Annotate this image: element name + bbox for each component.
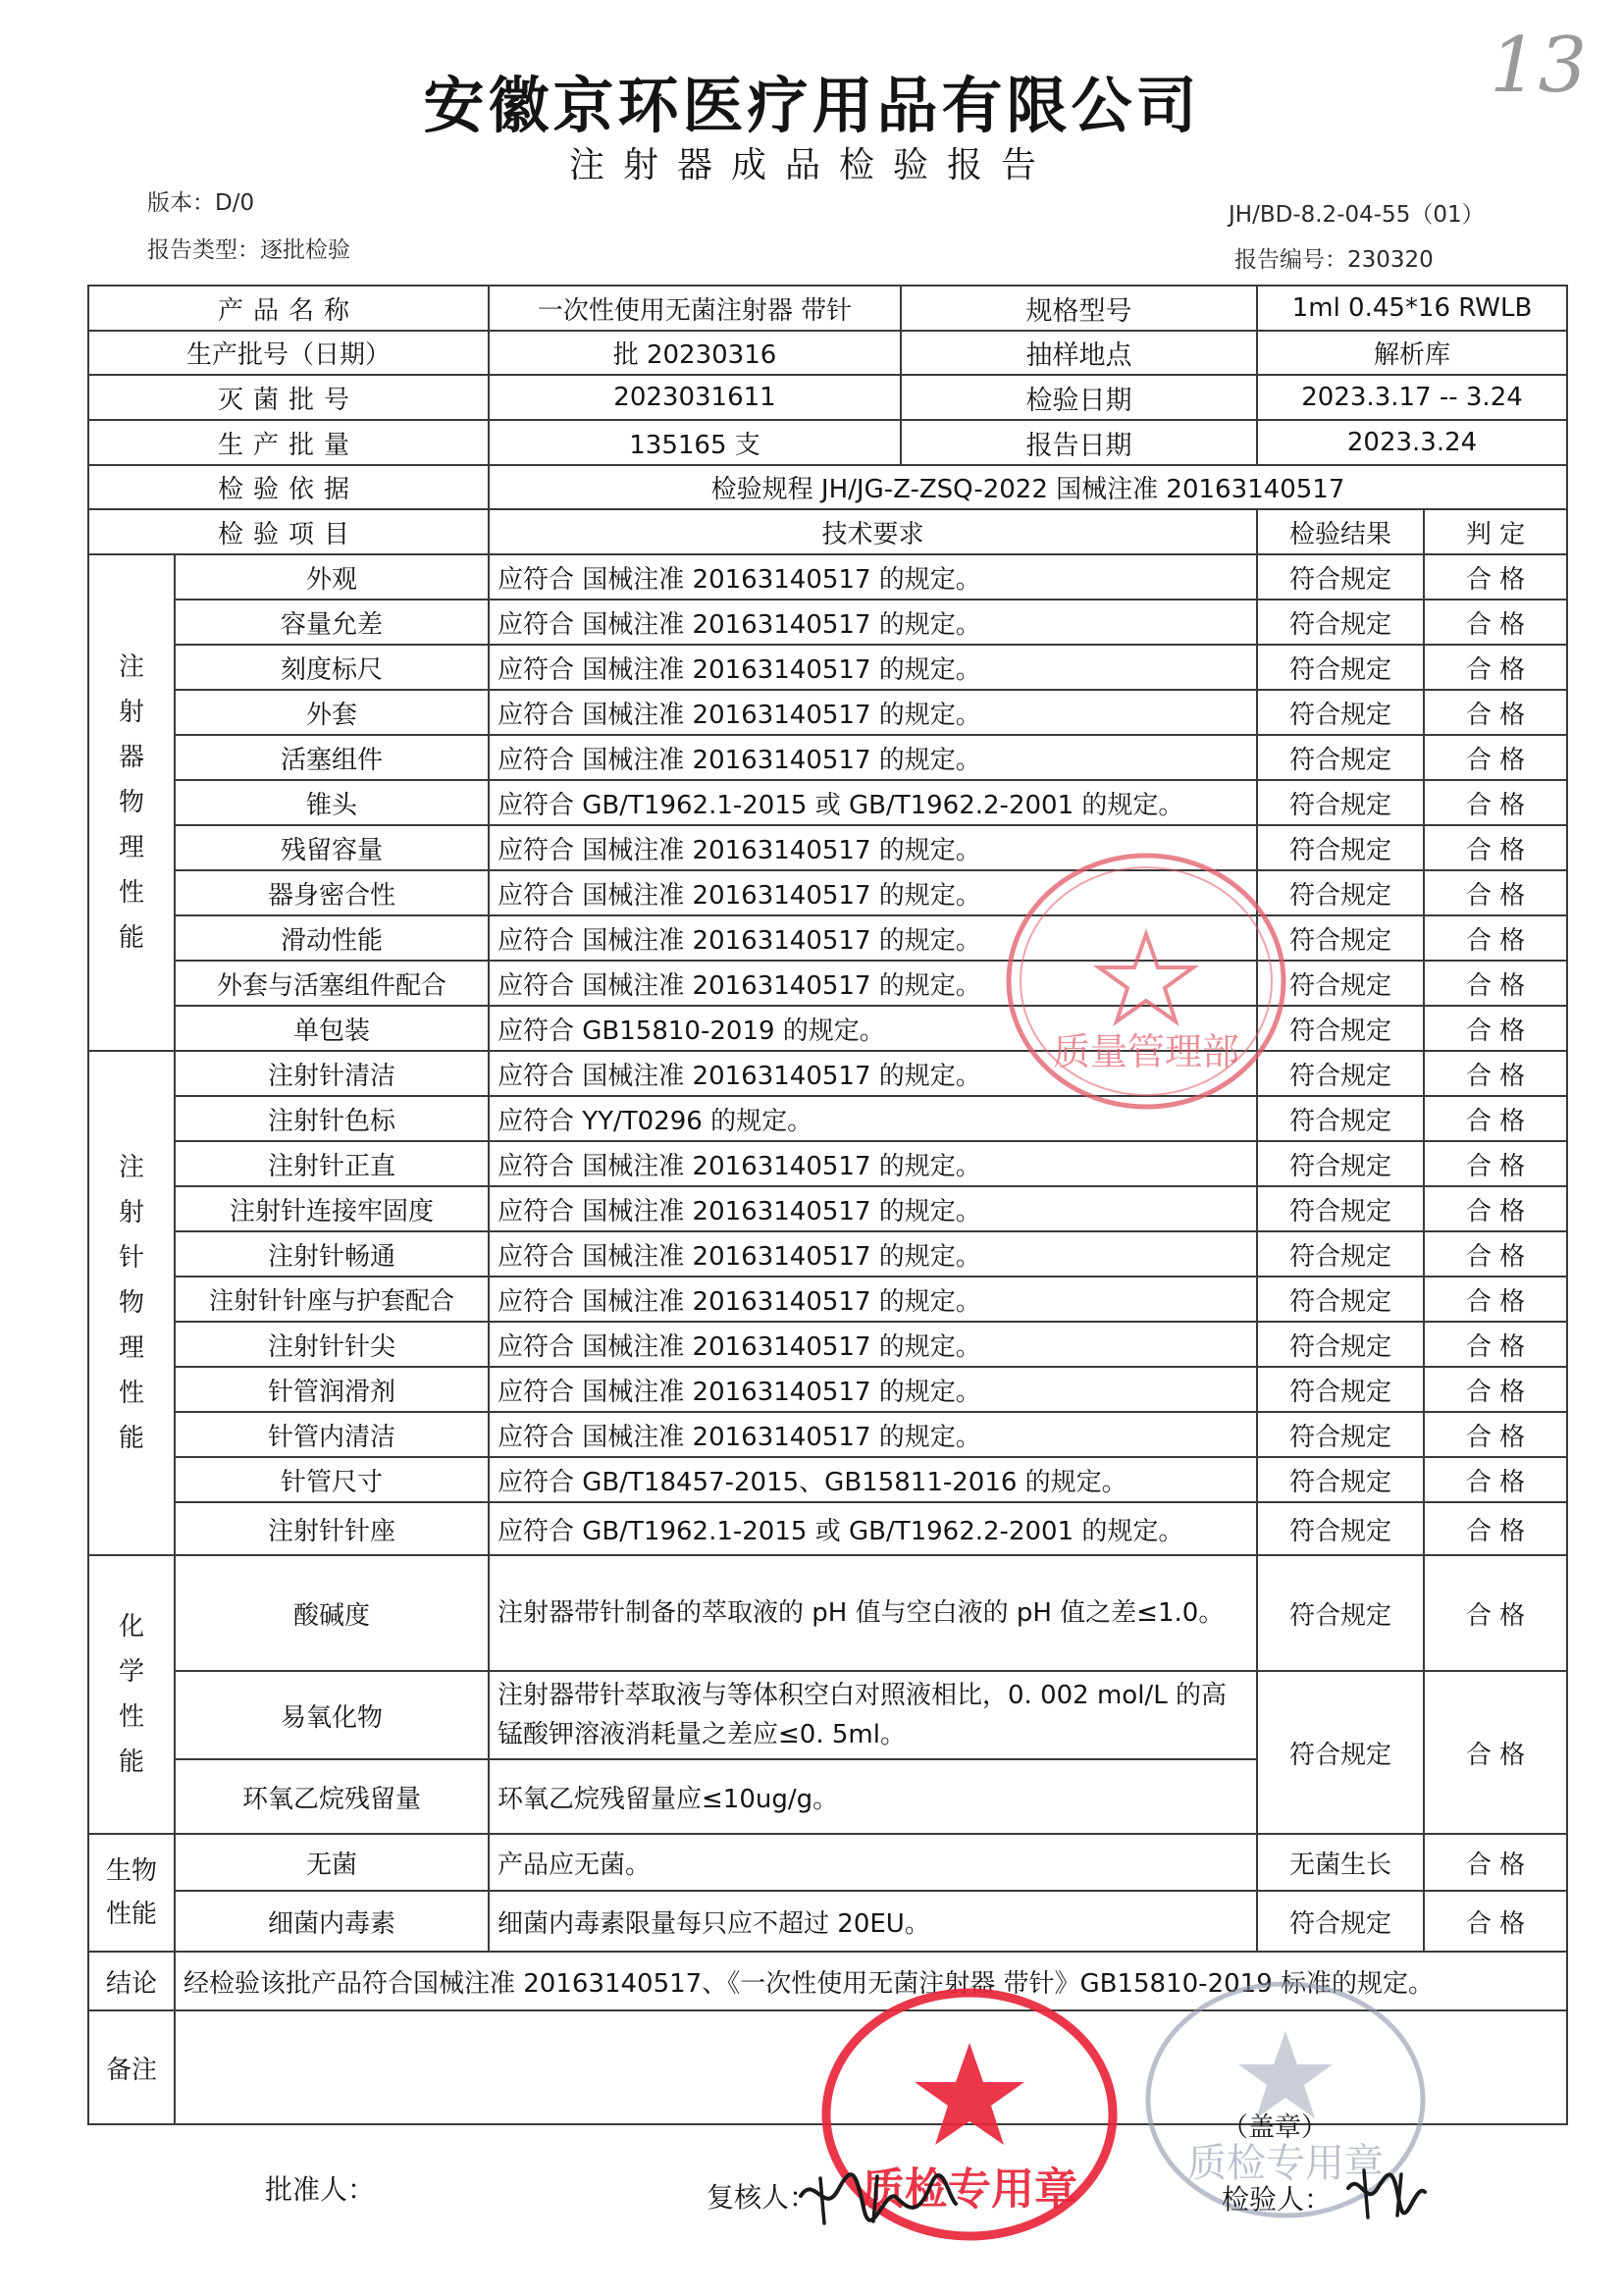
sampling-label: 抽样地点 <box>901 331 1257 375</box>
item-requirement: 应符合 国械注准 20163140517 的规定。 <box>489 1277 1257 1322</box>
item-verdict: 合 格 <box>1424 1186 1567 1231</box>
document-code: JH/BD-8.2-04-55（01） <box>1229 202 1485 228</box>
version-label: 版本：D/0 <box>147 190 255 216</box>
item-result: 符合规定 <box>1257 825 1424 870</box>
table-row <box>88 780 1567 825</box>
item-result: 符合规定 <box>1257 1555 1424 1671</box>
item-requirement: 应符合 国械注准 20163140517 的规定。 <box>489 690 1257 735</box>
spec-label: 规格型号 <box>901 286 1257 331</box>
item-result: 符合规定 <box>1257 1502 1424 1555</box>
table-row <box>88 1186 1567 1231</box>
item-name: 注射针连接牢固度 <box>175 1186 489 1231</box>
product-name-value: 一次性使用无菌注射器 带针 <box>489 286 901 331</box>
hospital-stamp-icon <box>999 844 1293 1119</box>
remarks-label: 备注 <box>88 2010 175 2124</box>
table-row <box>88 1457 1567 1502</box>
item-verdict: 合 格 <box>1424 1412 1567 1457</box>
info-row-sterilization <box>88 375 1567 420</box>
table-row <box>88 1277 1567 1322</box>
item-result: 符合规定 <box>1257 690 1424 735</box>
item-name: 外套 <box>175 690 489 735</box>
item-result: 符合规定 <box>1257 1671 1424 1834</box>
item-requirement: 应符合 国械注准 20163140517 的规定。 <box>489 870 1257 915</box>
conclusion-text: 经检验该批产品符合国械注准 20163140517、《一次性使用无菌注射器 带针》GB15810-2019 标准的规定。 <box>175 1952 1567 2010</box>
table-row <box>88 735 1567 780</box>
item-requirement: 产品应无菌。 <box>489 1834 1257 1891</box>
basis-value: 检验规程 JH/JG-Z-ZSQ-2022 国械注准 20163140517 <box>489 465 1567 509</box>
item-name: 外观 <box>175 554 489 600</box>
item-result: 符合规定 <box>1257 1186 1424 1231</box>
item-requirement: 应符合 国械注准 20163140517 的规定。 <box>489 645 1257 690</box>
table-row <box>88 1322 1567 1367</box>
item-requirement: 应符合 国械注准 20163140517 的规定。 <box>489 915 1257 961</box>
seal-note: （盖章） <box>1222 2112 1328 2143</box>
item-requirement: 应符合 国械注准 20163140517 的规定。 <box>489 1051 1257 1096</box>
spec-value: 1ml 0.45*16 RWLB <box>1257 286 1567 331</box>
item-verdict: 合 格 <box>1424 961 1567 1006</box>
item-name: 注射针针座 <box>175 1502 489 1555</box>
table-row <box>88 1412 1567 1457</box>
item-result: 符合规定 <box>1257 1412 1424 1457</box>
table-row <box>88 1834 1567 1891</box>
report-date-value: 2023.3.24 <box>1257 420 1567 465</box>
sampling-value: 解析库 <box>1257 331 1567 375</box>
item-name: 注射针正直 <box>175 1141 489 1186</box>
item-name: 锥头 <box>175 780 489 825</box>
item-name: 针管内清洁 <box>175 1412 489 1457</box>
item-requirement: 应符合 国械注准 20163140517 的规定。 <box>489 961 1257 1006</box>
item-requirement: 应符合 国械注准 20163140517 的规定。 <box>489 1141 1257 1186</box>
item-name: 外套与活塞组件配合 <box>175 961 489 1006</box>
table-row <box>88 961 1567 1006</box>
item-name: 残留容量 <box>175 825 489 870</box>
sterilization-label: 灭菌批号 <box>88 375 489 420</box>
item-result: 符合规定 <box>1257 645 1424 690</box>
reviewer-label: 复核人： <box>707 2181 817 2214</box>
svg-text:质检专用章: 质检专用章 <box>862 2165 1077 2215</box>
item-name: 注射针针座与护套配合 <box>175 1277 489 1322</box>
item-requirement: 应符合 国械注准 20163140517 的规定。 <box>489 554 1257 600</box>
item-result: 符合规定 <box>1257 780 1424 825</box>
table-row <box>88 645 1567 690</box>
item-verdict: 合 格 <box>1424 554 1567 600</box>
batch-label: 生产批号（日期） <box>88 331 489 375</box>
category-needle-physical: 注射针物理性能 <box>88 1051 175 1555</box>
item-requirement: 应符合 国械注准 20163140517 的规定。 <box>489 1186 1257 1231</box>
column-item: 检验项目 <box>88 509 489 554</box>
item-name: 活塞组件 <box>175 735 489 780</box>
table-row <box>88 1051 1567 1096</box>
table-row <box>88 825 1567 870</box>
info-row-batch <box>88 331 1567 375</box>
item-name: 注射针清洁 <box>175 1051 489 1096</box>
item-result: 符合规定 <box>1257 1322 1424 1367</box>
item-name: 注射针畅通 <box>175 1231 489 1277</box>
item-requirement: 环氧乙烷残留量应≤10ug/g。 <box>489 1759 1257 1834</box>
item-requirement: 应符合 国械注准 20163140517 的规定。 <box>489 1322 1257 1367</box>
table-row <box>88 1096 1567 1141</box>
conclusion-label: 结论 <box>88 1952 175 2010</box>
item-verdict: 合 格 <box>1424 690 1567 735</box>
inspector-label: 检验人： <box>1222 2183 1333 2216</box>
item-requirement: 应符合 GB/T1962.1-2015 或 GB/T1962.2-2001 的规定。 <box>489 1502 1257 1555</box>
table-row <box>88 554 1567 600</box>
item-verdict: 合 格 <box>1424 1322 1567 1367</box>
company-name: 安徽京环医疗用品有限公司 <box>423 70 1201 141</box>
table-row <box>88 1006 1567 1051</box>
report-date-label: 报告日期 <box>901 420 1257 465</box>
item-verdict: 合 格 <box>1424 1051 1567 1096</box>
report-type-label: 报告类型：逐批检验 <box>147 237 350 263</box>
product-name-label: 产品名称 <box>88 286 489 331</box>
inspector-signature-icon <box>1342 2159 1431 2227</box>
item-name: 容量允差 <box>175 600 489 645</box>
item-verdict: 合 格 <box>1424 1891 1567 1952</box>
batch-value: 批 20230316 <box>489 331 901 375</box>
category-biological: 生物性能 <box>88 1834 175 1952</box>
item-result: 符合规定 <box>1257 915 1424 961</box>
item-verdict: 合 格 <box>1424 1096 1567 1141</box>
item-name: 针管尺寸 <box>175 1457 489 1502</box>
item-requirement: 应符合 国械注准 20163140517 的规定。 <box>489 1412 1257 1457</box>
column-requirement: 技术要求 <box>489 509 1257 554</box>
report-title: 注射器成品检验报告 <box>568 145 1055 185</box>
item-result: 符合规定 <box>1257 961 1424 1006</box>
table-row <box>88 1671 1567 1759</box>
item-requirement: 应符合 GB15810-2019 的规定。 <box>489 1006 1257 1051</box>
table-row <box>88 1231 1567 1277</box>
table-row <box>88 690 1567 735</box>
item-requirement: 应符合 国械注准 20163140517 的规定。 <box>489 735 1257 780</box>
column-header-row <box>88 509 1567 554</box>
info-row-quantity <box>88 420 1567 465</box>
item-verdict: 合 格 <box>1424 1277 1567 1322</box>
item-verdict: 合 格 <box>1424 1231 1567 1277</box>
item-result: 无菌生长 <box>1257 1834 1424 1891</box>
item-name: 刻度标尺 <box>175 645 489 690</box>
item-verdict: 合 格 <box>1424 1141 1567 1186</box>
item-verdict: 合 格 <box>1424 825 1567 870</box>
item-name: 滑动性能 <box>175 915 489 961</box>
item-name: 单包装 <box>175 1006 489 1051</box>
item-requirement: 应符合 GB/T1962.1-2015 或 GB/T1962.2-2001 的规定。 <box>489 780 1257 825</box>
item-result: 符合规定 <box>1257 735 1424 780</box>
report-number: 报告编号：230320 <box>1234 247 1434 273</box>
inspection-report-table <box>87 285 1568 2125</box>
item-verdict: 合 格 <box>1424 645 1567 690</box>
info-row-product <box>88 286 1567 331</box>
table-row <box>88 1367 1567 1412</box>
item-verdict: 合 格 <box>1424 870 1567 915</box>
item-verdict: 合 格 <box>1424 780 1567 825</box>
reviewer-signature-icon <box>795 2157 962 2235</box>
category-syringe-physical: 注射器物理性能 <box>88 554 175 1051</box>
item-result: 符合规定 <box>1257 600 1424 645</box>
item-result: 符合规定 <box>1257 870 1424 915</box>
item-name: 易氧化物 <box>175 1671 489 1759</box>
item-requirement: 应符合 国械注准 20163140517 的规定。 <box>489 825 1257 870</box>
item-verdict: 合 格 <box>1424 915 1567 961</box>
item-result: 符合规定 <box>1257 1141 1424 1186</box>
item-requirement: 注射器带针萃取液与等体积空白对照液相比，0. 002 mol/L 的高锰酸钾溶液消耗量之差应≤0. 5ml。 <box>489 1671 1257 1759</box>
item-requirement: 应符合 GB/T18457-2015、GB15811-2016 的规定。 <box>489 1457 1257 1502</box>
svg-text:质量管理部: 质量管理部 <box>1052 1030 1240 1073</box>
item-name: 细菌内毒素 <box>175 1891 489 1952</box>
item-requirement: 应符合 国械注准 20163140517 的规定。 <box>489 600 1257 645</box>
item-name: 器身密合性 <box>175 870 489 915</box>
quantity-label: 生产批量 <box>88 420 489 465</box>
item-result: 符合规定 <box>1257 1231 1424 1277</box>
item-name: 针管润滑剂 <box>175 1367 489 1412</box>
item-result: 符合规定 <box>1257 1457 1424 1502</box>
item-verdict: 合 格 <box>1424 1834 1567 1891</box>
item-result: 符合规定 <box>1257 554 1424 600</box>
table-row <box>88 1555 1567 1671</box>
item-result: 符合规定 <box>1257 1006 1424 1051</box>
category-chemical: 化学性能 <box>88 1555 175 1834</box>
item-requirement: 应符合 YY/T0296 的规定。 <box>489 1096 1257 1141</box>
item-name: 注射针色标 <box>175 1096 489 1141</box>
item-result: 符合规定 <box>1257 1096 1424 1141</box>
table-row <box>88 600 1567 645</box>
item-verdict: 合 格 <box>1424 1006 1567 1051</box>
table-row <box>88 1891 1567 1952</box>
item-result: 符合规定 <box>1257 1367 1424 1412</box>
table-row <box>88 1502 1567 1555</box>
table-row <box>88 870 1567 915</box>
test-date-value: 2023.3.17 -- 3.24 <box>1257 375 1567 420</box>
item-verdict: 合 格 <box>1424 735 1567 780</box>
approver-label: 批准人： <box>265 2173 376 2206</box>
item-verdict: 合 格 <box>1424 1367 1567 1412</box>
item-requirement: 应符合 国械注准 20163140517 的规定。 <box>489 1367 1257 1412</box>
basis-label: 检验依据 <box>88 465 489 509</box>
test-date-label: 检验日期 <box>901 375 1257 420</box>
quantity-value: 135165 支 <box>489 420 901 465</box>
item-verdict: 合 格 <box>1424 1555 1567 1671</box>
item-result: 符合规定 <box>1257 1891 1424 1952</box>
item-name: 酸碱度 <box>175 1555 489 1671</box>
sterilization-value: 2023031611 <box>489 375 901 420</box>
item-verdict: 合 格 <box>1424 1457 1567 1502</box>
item-name: 环氧乙烷残留量 <box>175 1759 489 1834</box>
item-verdict: 合 格 <box>1424 600 1567 645</box>
page-number-mark: 13 <box>1490 22 1588 110</box>
item-requirement: 应符合 国械注准 20163140517 的规定。 <box>489 1231 1257 1277</box>
item-name: 无菌 <box>175 1834 489 1891</box>
column-verdict: 判 定 <box>1424 509 1567 554</box>
item-verdict: 合 格 <box>1424 1671 1567 1834</box>
info-row-basis <box>88 465 1567 509</box>
item-name: 注射针针尖 <box>175 1322 489 1367</box>
item-requirement: 注射器带针制备的萃取液的 pH 值与空白液的 pH 值之差≤1.0。 <box>489 1555 1257 1671</box>
item-result: 符合规定 <box>1257 1051 1424 1096</box>
table-row <box>88 1141 1567 1186</box>
item-requirement: 细菌内毒素限量每只应不超过 20EU。 <box>489 1891 1257 1952</box>
column-result: 检验结果 <box>1257 509 1424 554</box>
table-row <box>88 915 1567 961</box>
item-verdict: 合 格 <box>1424 1502 1567 1555</box>
svg-text:质检专用章: 质检专用章 <box>1187 2141 1384 2186</box>
item-result: 符合规定 <box>1257 1277 1424 1322</box>
